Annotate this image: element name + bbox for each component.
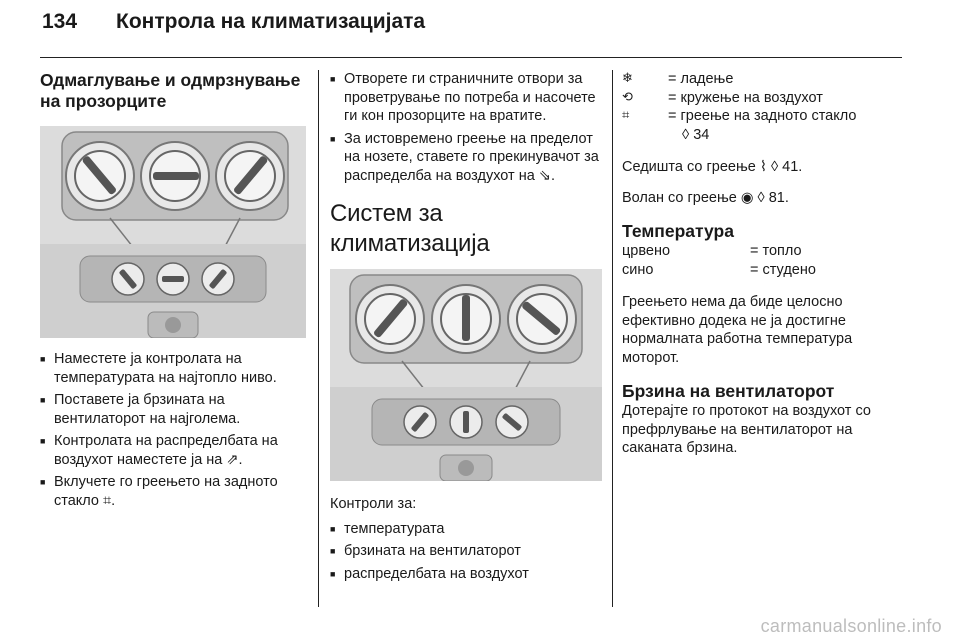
- temperature-paragraph: Греењето нема да биде целосно ефективно додека не ја достигне нормалната работна температура моторот.: [622, 294, 853, 366]
- controls-list: [330, 520, 602, 584]
- page-reference: ◊ 34: [682, 126, 710, 143]
- list-item: ■ Поставете ја брзината на вентилаторот на најголема.: [40, 391, 306, 428]
- page-header: [42, 10, 425, 46]
- list-item: ■ температурата: [330, 520, 602, 539]
- icon-legend-text: = кружење на воздухот: [668, 89, 823, 106]
- icon-legend-row: [622, 126, 908, 145]
- defog-steps-continued: [330, 70, 602, 185]
- icon-legend-row: [622, 89, 908, 108]
- column-1: [40, 70, 306, 514]
- section-title-temperature: Температура: [622, 221, 734, 241]
- defog-steps-list: [40, 350, 306, 510]
- column-3: [622, 70, 908, 458]
- section-title-defog: Одмаглување и одмрзнување на прозорците: [40, 70, 301, 111]
- climate-control-photo-1: [40, 126, 306, 338]
- chapter-title: Контрола на климатизацијата: [116, 10, 426, 33]
- icon-legend-row: [622, 107, 908, 126]
- climate-control-illustration: [330, 269, 602, 481]
- section-title-fan-speed: Брзина на вентилаторот: [622, 381, 835, 401]
- icon-legend-text: = греење на задното стакло: [668, 108, 857, 124]
- climate-control-illustration: [40, 126, 306, 338]
- controls-intro: Контроли за:: [330, 496, 417, 512]
- list-item: ■ Отворете ги страничните отвори за проветрување по потреба и насочете ги кон прозорците на вратите.: [330, 70, 602, 126]
- list-item: ■ Вклучете го греењето на задното стакло ⌗.: [40, 473, 306, 510]
- temperature-legend-row: [622, 261, 908, 280]
- heated-seats-line: Седишта со греење ⌇ ◊ 41.: [622, 159, 803, 175]
- snowflake-icon: ❄: [622, 71, 633, 86]
- icon-legend: [622, 70, 908, 144]
- watermark: carmanualsonline.info: [760, 616, 942, 636]
- recirculation-icon: ⟲: [622, 89, 633, 105]
- heated-wheel-line: Волан со греење ◉ ◊ 81.: [622, 189, 789, 206]
- temperature-legend-row: [622, 242, 908, 261]
- icon-legend-text: = ладење: [668, 71, 734, 87]
- column-divider-1: [318, 70, 319, 607]
- list-item: ■ Наместете ја контролата на температурата на најтопло ниво.: [40, 350, 306, 387]
- list-item: ■ Контролата на распределбата на воздухот наместете ја на ⇗.: [40, 432, 306, 469]
- list-item: ■ брзината на вентилаторот: [330, 542, 602, 561]
- column-divider-2: [612, 70, 613, 607]
- header-divider: [40, 57, 902, 58]
- temperature-term: сино: [622, 261, 654, 278]
- section-title-ac-system: Систем за климатизација: [330, 200, 490, 257]
- temperature-value: = топло: [750, 243, 802, 259]
- temperature-term: црвено: [622, 243, 671, 259]
- page-number: 134: [42, 10, 78, 33]
- climate-control-photo-2: [330, 269, 602, 481]
- list-item: ■ распределбата на воздухот: [330, 565, 602, 584]
- list-item: ■ За истовремено греење на пределот на нозете, ставете го прекинувачот за распределба на воздухот на ⇘.: [330, 130, 602, 186]
- temperature-value: = студено: [750, 261, 816, 278]
- column-2: [330, 70, 602, 587]
- icon-legend-row: [622, 70, 908, 89]
- rear-window-heat-icon: ⌗: [622, 108, 630, 123]
- fan-speed-paragraph: Дотерајте го протокот на воздухот со префрлување на вентилаторот на саканата брзина.: [622, 403, 871, 456]
- temperature-legend: [622, 242, 908, 279]
